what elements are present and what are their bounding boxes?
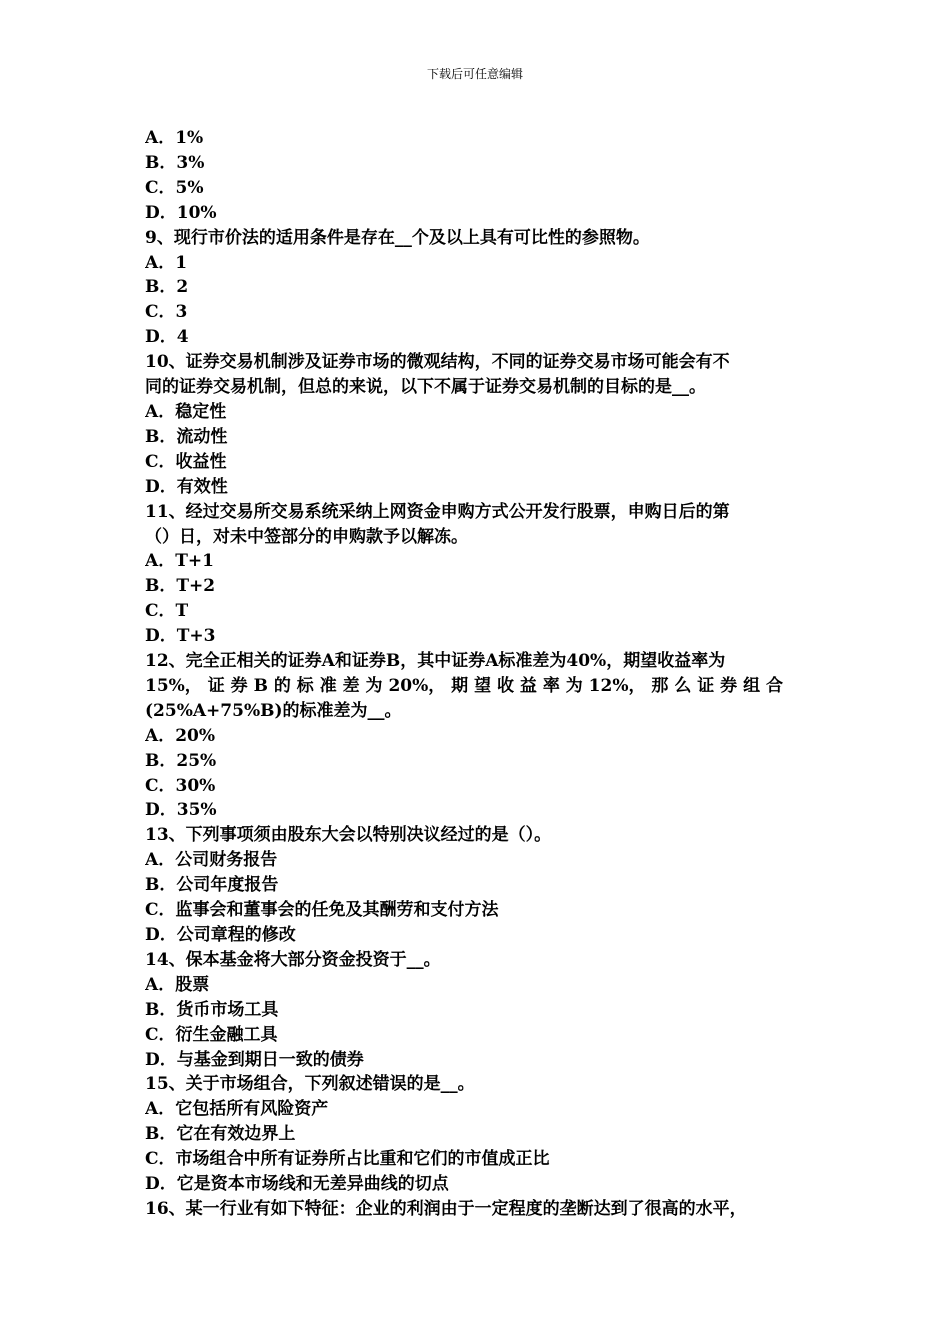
option-line: B．公司年度报告 [145,875,279,896]
question-12-cont: 15%， 证 券 B 的 标 准 差 为 20%， 期 望 收 益 率 为 12%， 那 么 证 券 组 合 [145,675,784,696]
question-10-cont: 同的证券交易机制，但总的来说，以下不属于证券交易机制的目标的是__。 [145,377,706,398]
question-14: 14、保本基金将大部分资金投资于__。 [145,949,441,970]
question-13: 13、下列事项须由股东大会以特别决议经过的是（）。 [145,825,552,846]
option-line: B．它在有效边界上 [145,1124,296,1145]
question-9: 9、现行市价法的适用条件是存在__个及以上具有可比性的参照物。 [145,227,650,248]
option-line: D．T+3 [145,626,216,647]
option-line: A．1% [145,128,204,148]
option-line: C．3 [145,302,188,323]
option-line: B．2 [145,277,189,298]
question-15: 15、关于市场组合，下列叙述错误的是__。 [145,1074,475,1095]
option-line: A．稳定性 [145,401,227,422]
option-line: B．3% [145,152,205,173]
option-line: D．与基金到期日一致的债券 [145,1049,364,1070]
option-line: C．衍生金融工具 [145,1024,278,1045]
option-line: C．5% [145,177,204,198]
option-line: A．它包括所有风险资产 [145,1099,329,1120]
option-line: D．公司章程的修改 [145,925,296,945]
page-header: 下载后可任意编辑 [426,67,523,81]
option-line: A．20% [145,725,216,746]
question-12-cont: (25%A+75%B)的标准差为__。 [145,700,402,721]
option-line: A．T+1 [145,551,214,572]
option-line: A．1 [145,252,188,273]
option-line: D．10% [145,202,217,223]
option-line: B．流动性 [145,426,228,447]
option-line: B．T+2 [145,576,216,597]
option-line: D．有效性 [145,476,228,497]
option-line: C．收益性 [145,451,227,472]
option-line: B．25% [145,750,217,771]
option-line: B．货币市场工具 [145,999,279,1020]
option-line: A．股票 [145,974,210,995]
option-line: C．T [145,601,189,622]
question-11: 11、经过交易所交易系统采纳上网资金申购方式公开发行股票，申购日后的第 [145,501,730,522]
question-12: 12、完全正相关的证券A和证券B，其中证券A标准差为40%，期望收益率为 [145,651,726,672]
option-line: D．它是资本市场线和无差异曲线的切点 [145,1174,449,1195]
option-line: C．30% [145,775,216,796]
question-11-cont: （）日，对未中签部分的申购款予以解冻。 [145,526,468,547]
option-line: A．公司财务报告 [145,850,278,871]
question-10: 10、证券交易机制涉及证券市场的微观结构，不同的证券交易市场可能会有不 [145,352,730,373]
option-line: C．市场组合中所有证券所占比重和它们的市值成正比 [145,1149,550,1170]
option-line: D．4 [145,327,189,348]
question-16: 16、某一行业有如下特征：企业的利润由于一定程度的垄断达到了很高的水平， [145,1198,747,1219]
document-body [145,126,807,1222]
option-line: D．35% [145,800,217,821]
option-line: C．监事会和董事会的任免及其酬劳和支付方法 [145,900,499,921]
